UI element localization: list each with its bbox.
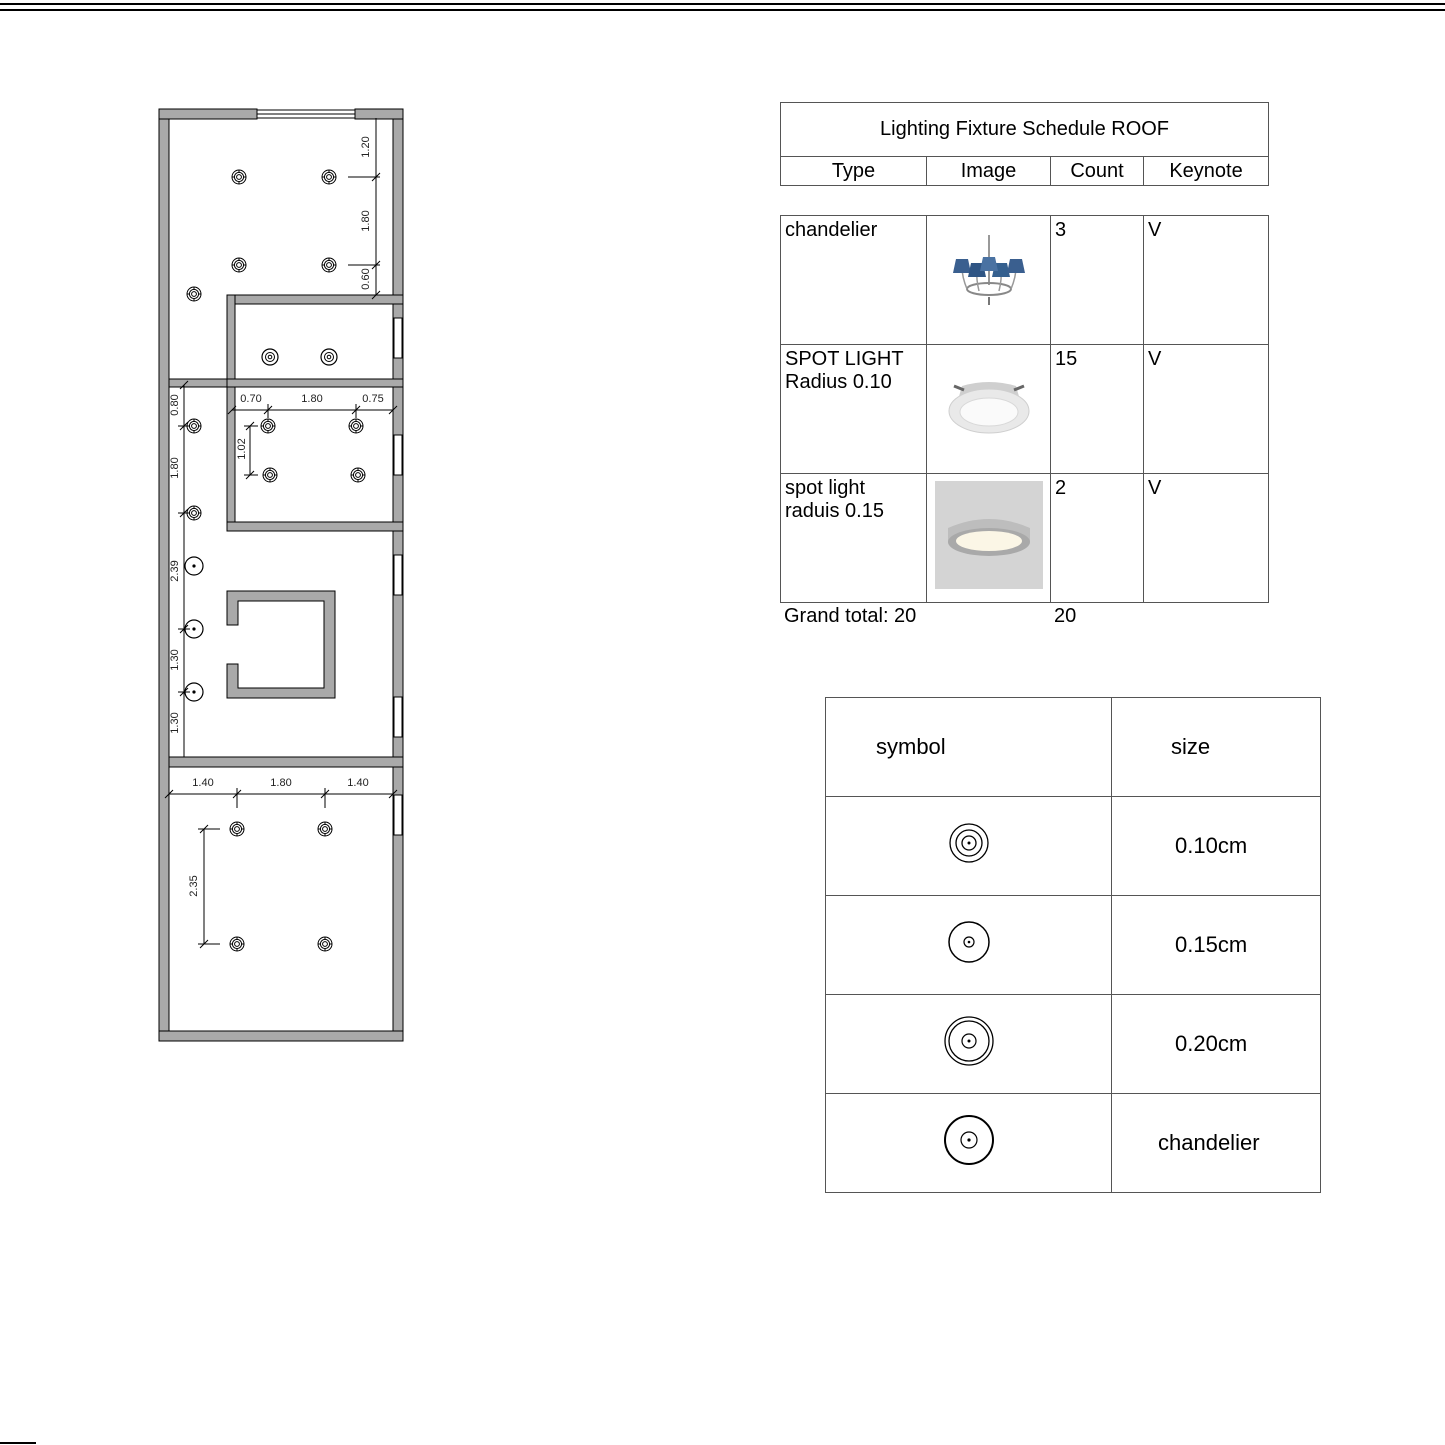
dim-left-3: 2.39 [169,560,181,582]
dim-room2-h3: 0.75 [362,393,384,405]
header-type: Type [781,157,927,186]
list-item [826,1094,1321,1193]
dim-left-1: 0.80 [169,394,181,416]
list-item [826,896,1321,995]
dim-room4-h3: 1.40 [347,777,369,789]
schedule-body-table [780,215,1269,603]
dim-room4-v: 2.35 [188,875,200,897]
double-ring-light-symbol [943,1015,995,1067]
dim-room1-3: 0.60 [360,268,372,290]
lighting-fixture-schedule [780,102,1268,633]
header-image: Image [927,157,1051,186]
thick-ring-light-symbol [942,1113,996,1167]
header-keynote: Keynote [1144,157,1269,186]
type-count: 3 [1051,216,1144,345]
chandelier-photo [934,227,1044,327]
type-name: spot light [785,477,866,499]
type-count: 15 [1051,345,1144,474]
table-row [781,216,1269,345]
legend-size: chandelier [1112,1094,1321,1193]
schedule-header-table [780,102,1269,186]
dim-left-4: 1.30 [169,649,181,671]
table-row [781,345,1269,474]
type-radius: Radius 0.10 [785,371,892,393]
grand-total-count: 20 [1054,605,1077,627]
dim-left-2: 1.80 [169,457,181,479]
type-count: 2 [1051,474,1144,603]
table-row [781,474,1269,603]
type-radius: raduis 0.15 [785,500,884,522]
legend-size: 0.10cm [1112,797,1321,896]
triple-ring-light-symbol [947,821,991,865]
dim-room4-h1: 1.40 [192,777,214,789]
interior-walls [169,295,403,767]
type-keynote: V [1144,474,1269,603]
legend-size: 0.20cm [1112,995,1321,1094]
legend-header-size: size [1112,698,1321,797]
recessed-downlight-photo [934,356,1044,456]
dim-room2-v: 1.02 [236,438,248,460]
dim-room2-h1: 0.70 [240,393,262,405]
list-item [826,797,1321,896]
legend-header-symbol: symbol [826,698,1112,797]
single-ring-light-symbol [947,920,991,964]
type-name: chandelier [785,219,878,241]
type-keynote: V [1144,216,1269,345]
dim-left-5: 1.30 [169,712,181,734]
dim-room1-2: 1.80 [360,210,372,232]
dim-room1-1: 1.20 [360,136,372,158]
surface-ceiling-light-photo [934,480,1044,590]
dim-room2-h2: 1.80 [301,393,323,405]
type-keynote: V [1144,345,1269,474]
legend-size: 0.15cm [1112,896,1321,995]
grand-total-row [780,603,1268,633]
grand-total-label: Grand total: 20 [784,605,917,627]
list-item [826,995,1321,1094]
schedule-title: Lighting Fixture Schedule ROOF [781,103,1269,157]
header-count: Count [1051,157,1144,186]
windows [257,110,402,835]
type-name: SPOT LIGHT [785,348,904,370]
light-fixtures [185,170,365,951]
symbol-legend [825,697,1320,1193]
dim-room4-h2: 1.80 [270,777,292,789]
